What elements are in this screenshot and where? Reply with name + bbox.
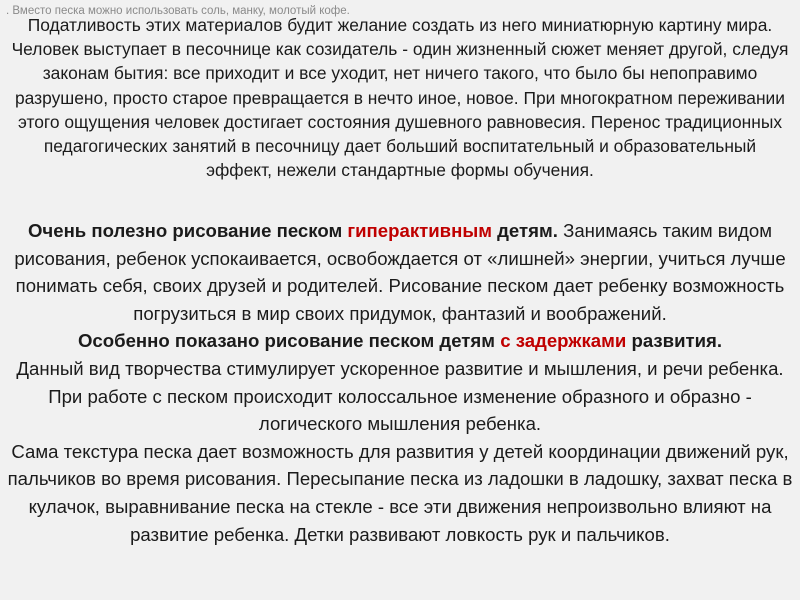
hyperactive-section	[6, 217, 794, 327]
delay-highlight: с задержками	[500, 330, 627, 352]
hyperactive-highlight: гиперактивным	[347, 220, 492, 241]
intro-paragraph: Податливость этих материалов будит желание создать из него миниатюрную картину мира. Человек выступает в песочнице как созидатель - один жизненный сюжет меняет другой, следуя законам бытия: все приходит и все уходит, нет ничего такого, что было бы непоправимо разрушено, просто старое превращается в нечто иное, новое. При многократном переживании этого ощущения человек достигает состояния душевного равновесия. Перенос традиционных педагогических занятий в песочницу дает больший воспитательный и образовательный эффект, нежели стандартные формы обучения.	[11, 15, 789, 181]
hyperactive-body: Занимаясь таким видом рисования, ребенок успокаивается, освобождается от «лишней» энергии, учиться лучше понимать себя, своих друзей и родителей. Рисование песком дает ребенку возможность погрузиться в мир своих придумок, фантазий и воображений.	[14, 220, 786, 324]
delay-body: Данный вид творчества стимулирует ускоренное развитие и мышления, и речи ребенка. При работе с песком происходит колоссальное изменение образного и образно - логического мышления ребенка.	[16, 357, 784, 435]
hyperactive-lead-a: Очень полезно рисование песком	[27, 220, 348, 241]
hyperactive-lead-b: детям.	[491, 220, 558, 241]
delay-lead-a: Особенно показано рисование песком детям	[77, 330, 501, 352]
delay-section-heading	[6, 327, 794, 355]
texture-paragraph: Сама текстура песка дает возможность для развития у детей координации движений рук, пальчиков во время рисования. Пересыпание песка из ладошки в ладошку, захват песка в кулачок, выравнивание песка на стекле - все эти движения непроизвольно влияют на развитие ребенка. Детки развивают ловкость рук и пальчиков.	[7, 440, 793, 545]
main-text-block	[6, 217, 794, 548]
delay-lead-b: развития.	[626, 330, 723, 352]
top-note: . Вместо песка можно использовать соль, манку, молотый кофе.	[6, 5, 350, 17]
